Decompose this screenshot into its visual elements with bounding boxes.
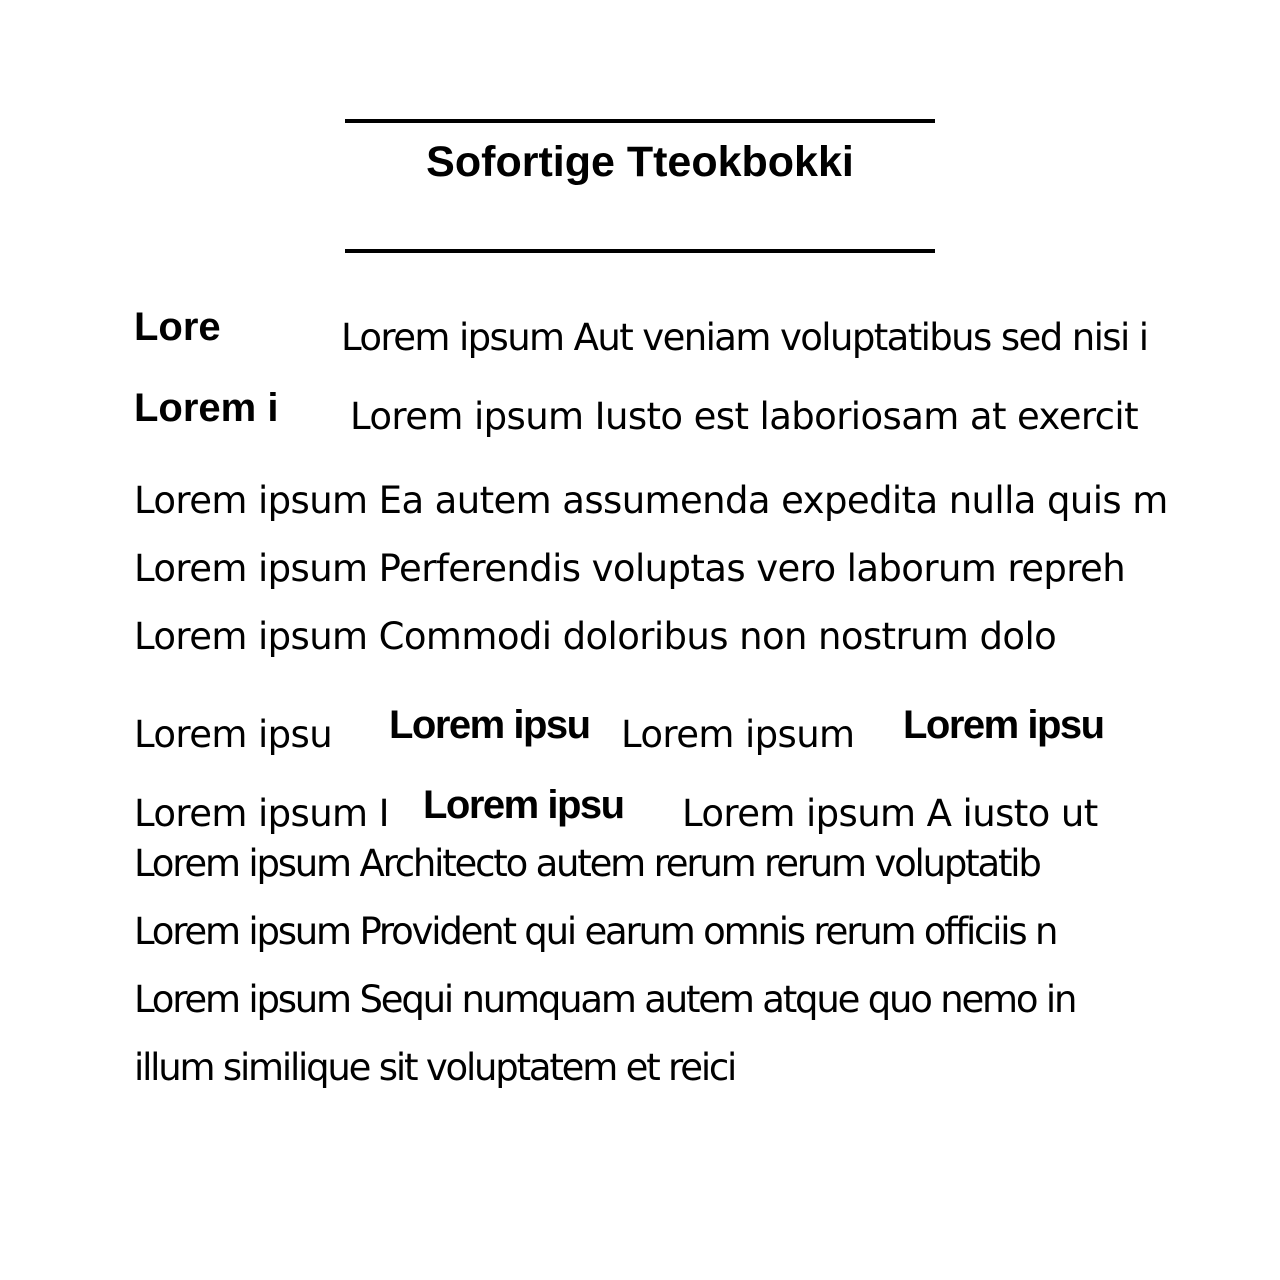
paragraph-line: Lorem ipsum Sequi numquam autem atque quo nemo in bbox=[134, 978, 1076, 1021]
paragraph-line: Lorem ipsum Provident qui earum omnis rerum officiis n bbox=[134, 910, 1057, 953]
inline-bold-text: Lorem ipsu bbox=[903, 703, 1104, 747]
title-rule-top bbox=[345, 119, 935, 123]
paragraph-line: illum similique sit voluptatem et reici bbox=[134, 1046, 736, 1089]
title-rule-bottom bbox=[345, 249, 935, 253]
paragraph-line: Lorem ipsum Ea autem assumenda expedita nulla quis m bbox=[134, 479, 1168, 522]
inline-bold-text: Lorem ipsu bbox=[389, 703, 590, 747]
definition-text: Lorem ipsum Aut veniam voluptatibus sed nisi i bbox=[341, 316, 1148, 359]
definition-text: Lorem ipsum Iusto est laboriosam at exercit bbox=[350, 395, 1138, 438]
paragraph-line: Lorem ipsum Perferendis voluptas vero laborum repreh bbox=[134, 547, 1126, 590]
inline-text: Lorem ipsum A iusto ut bbox=[682, 792, 1098, 835]
definition-label: Lorem i bbox=[134, 386, 279, 430]
inline-text: Lorem ipsum bbox=[621, 713, 855, 756]
paragraph-line: Lorem ipsum Commodi doloribus non nostrum dolo bbox=[134, 615, 1057, 658]
document-title: Sofortige Tteokbokki bbox=[426, 138, 854, 186]
paragraph-line: Lorem ipsum Architecto autem rerum rerum voluptatib bbox=[134, 842, 1040, 885]
inline-bold-text: Lorem ipsu bbox=[423, 783, 624, 827]
inline-text: Lorem ipsum I bbox=[134, 792, 389, 835]
inline-text: Lorem ipsu bbox=[134, 713, 333, 756]
definition-label: Lore bbox=[134, 305, 221, 349]
